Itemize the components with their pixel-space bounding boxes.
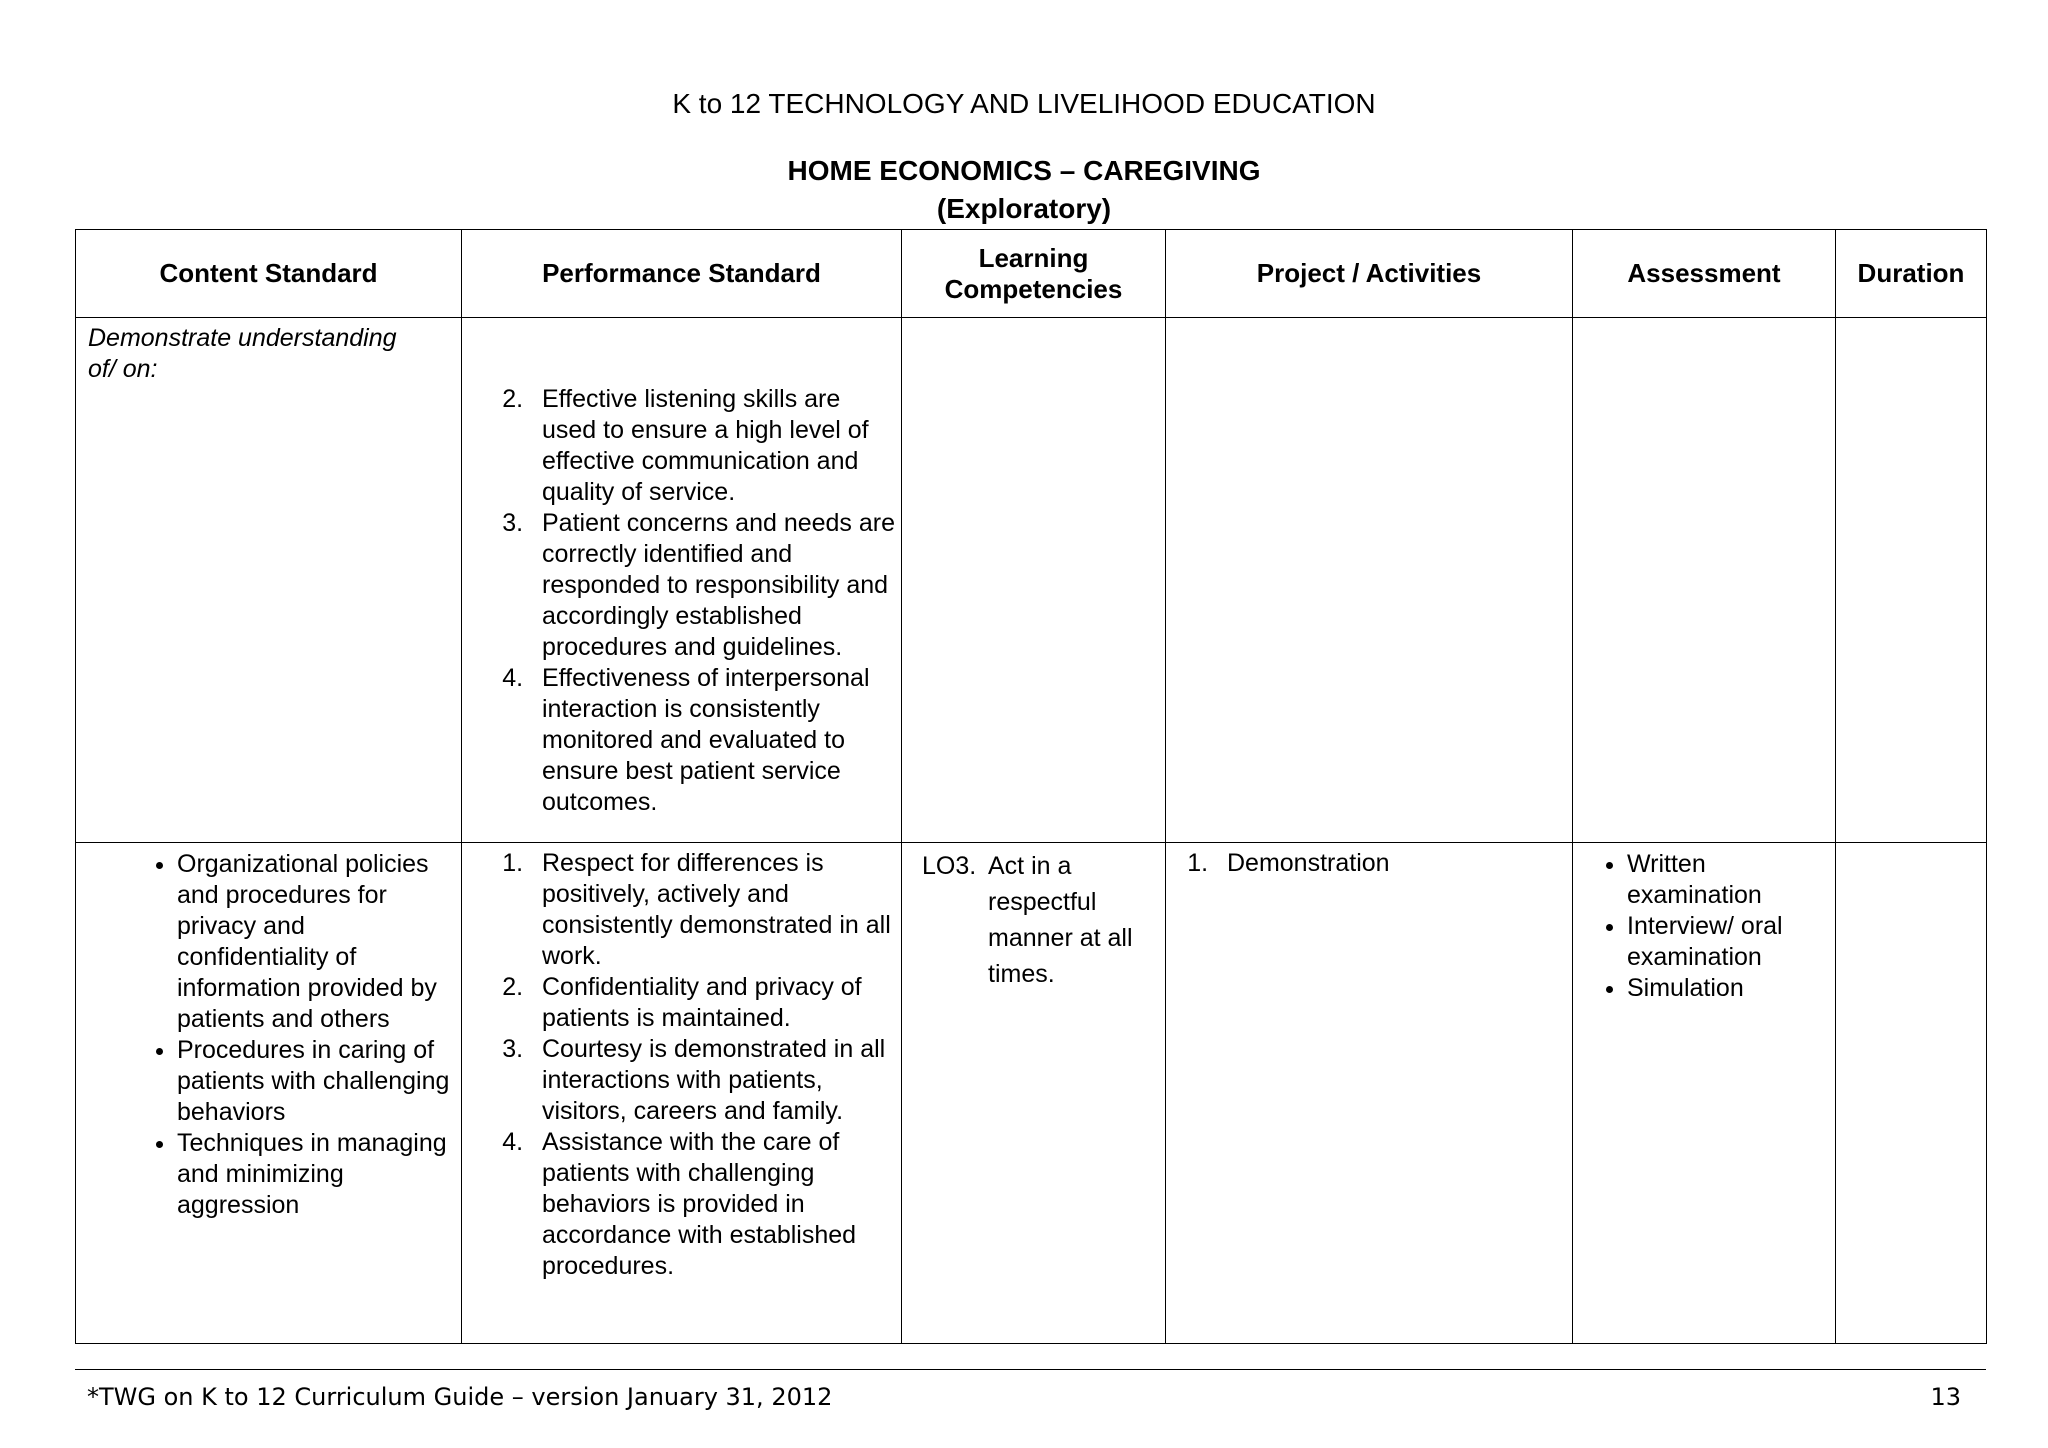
content-standard-cell: [76, 318, 462, 843]
list-item: 4. Assistance with the care of patients with challenging behaviors is provided in accordance with established procedures.: [530, 1127, 901, 1282]
content-standard-list: [76, 849, 461, 1221]
duration-cell: [1836, 318, 1987, 843]
performance-standard-list: [462, 384, 901, 818]
learning-competencies-cell: [902, 843, 1166, 1344]
project-activities-cell: [1166, 843, 1573, 1344]
learning-competencies-cell: [902, 318, 1166, 843]
column-header-assessment: Assessment: [1573, 230, 1836, 318]
table-header-row: [76, 230, 1987, 318]
list-item: • Procedures in caring of patients with challenging behaviors: [177, 1035, 453, 1128]
subtitle-line-1: HOME ECONOMICS – CAREGIVING: [787, 155, 1261, 186]
list-item: 3. Patient concerns and needs are correctly identified and responded to responsibility and accordingly established procedures and guidelines.: [530, 508, 901, 663]
subtitle-line-2: (Exploratory): [936, 193, 1112, 224]
list-item: 1. Demonstration: [1215, 848, 1572, 879]
performance-standard-cell: [462, 843, 902, 1344]
competency-line: manner at all: [988, 924, 1133, 952]
assessment-cell: [1573, 843, 1836, 1344]
column-header-learning-competencies: Learning Competencies: [902, 230, 1166, 318]
content-standard-intro: [76, 318, 461, 385]
column-header-content-standard: Content Standard: [76, 230, 462, 318]
list-item: 2. Confidentiality and privacy of patients is maintained.: [530, 972, 901, 1034]
list-item: 2. Effective listening skills are used to ensure a high level of effective communication and quality of service.: [530, 384, 901, 508]
curriculum-table: [75, 229, 1987, 1344]
list-item: 1. Respect for differences is positively, actively and consistently demonstrated in all work.: [530, 848, 901, 972]
list-item: • Written examination: [1627, 849, 1835, 911]
content-standard-intro-line: Demonstrate understanding: [88, 324, 397, 352]
learning-competency: [902, 843, 1165, 992]
list-item: 4. Effectiveness of interpersonal interaction is consistently monitored and evaluated to ensure best patient service outcomes.: [530, 663, 901, 818]
competency-line: Act in a: [988, 852, 1072, 880]
table-row: [76, 843, 1987, 1344]
project-activities-cell: [1166, 318, 1573, 843]
content-standard-intro-line: of/ on:: [88, 355, 158, 383]
competency-line: times.: [988, 960, 1055, 988]
list-item: • Techniques in managing and minimizing aggression: [177, 1128, 453, 1221]
assessment-list: [1573, 849, 1835, 1004]
column-header-project-activities: Project / Activities: [1166, 230, 1573, 318]
performance-standard-list: [462, 848, 901, 1282]
document-title: K to 12 TECHNOLOGY AND LIVELIHOOD EDUCATION: [672, 88, 1376, 119]
column-header-duration: Duration: [1836, 230, 1987, 318]
footer-text: *TWG on K to 12 Curriculum Guide – version January 31, 2012: [87, 1383, 833, 1411]
footer-divider: [75, 1369, 1986, 1370]
document-subtitle: [0, 152, 2048, 228]
list-item: • Interview/ oral examination: [1627, 911, 1835, 973]
assessment-cell: [1573, 318, 1836, 843]
list-item: • Organizational policies and procedures for privacy and confidentiality of information provided by patients and others: [177, 849, 453, 1035]
table-row: [76, 318, 1987, 843]
content-standard-cell: [76, 843, 462, 1344]
competency-code: LO3.: [922, 852, 977, 880]
performance-standard-cell: [462, 318, 902, 843]
page-number: 13: [1930, 1383, 1961, 1411]
list-item: 3. Courtesy is demonstrated in all interactions with patients, visitors, careers and family.: [530, 1034, 901, 1127]
competency-line: respectful: [988, 888, 1097, 916]
list-item: • Simulation: [1627, 973, 1835, 1004]
project-activities-list: [1166, 848, 1572, 879]
duration-cell: [1836, 843, 1987, 1344]
column-header-performance-standard: Performance Standard: [462, 230, 902, 318]
